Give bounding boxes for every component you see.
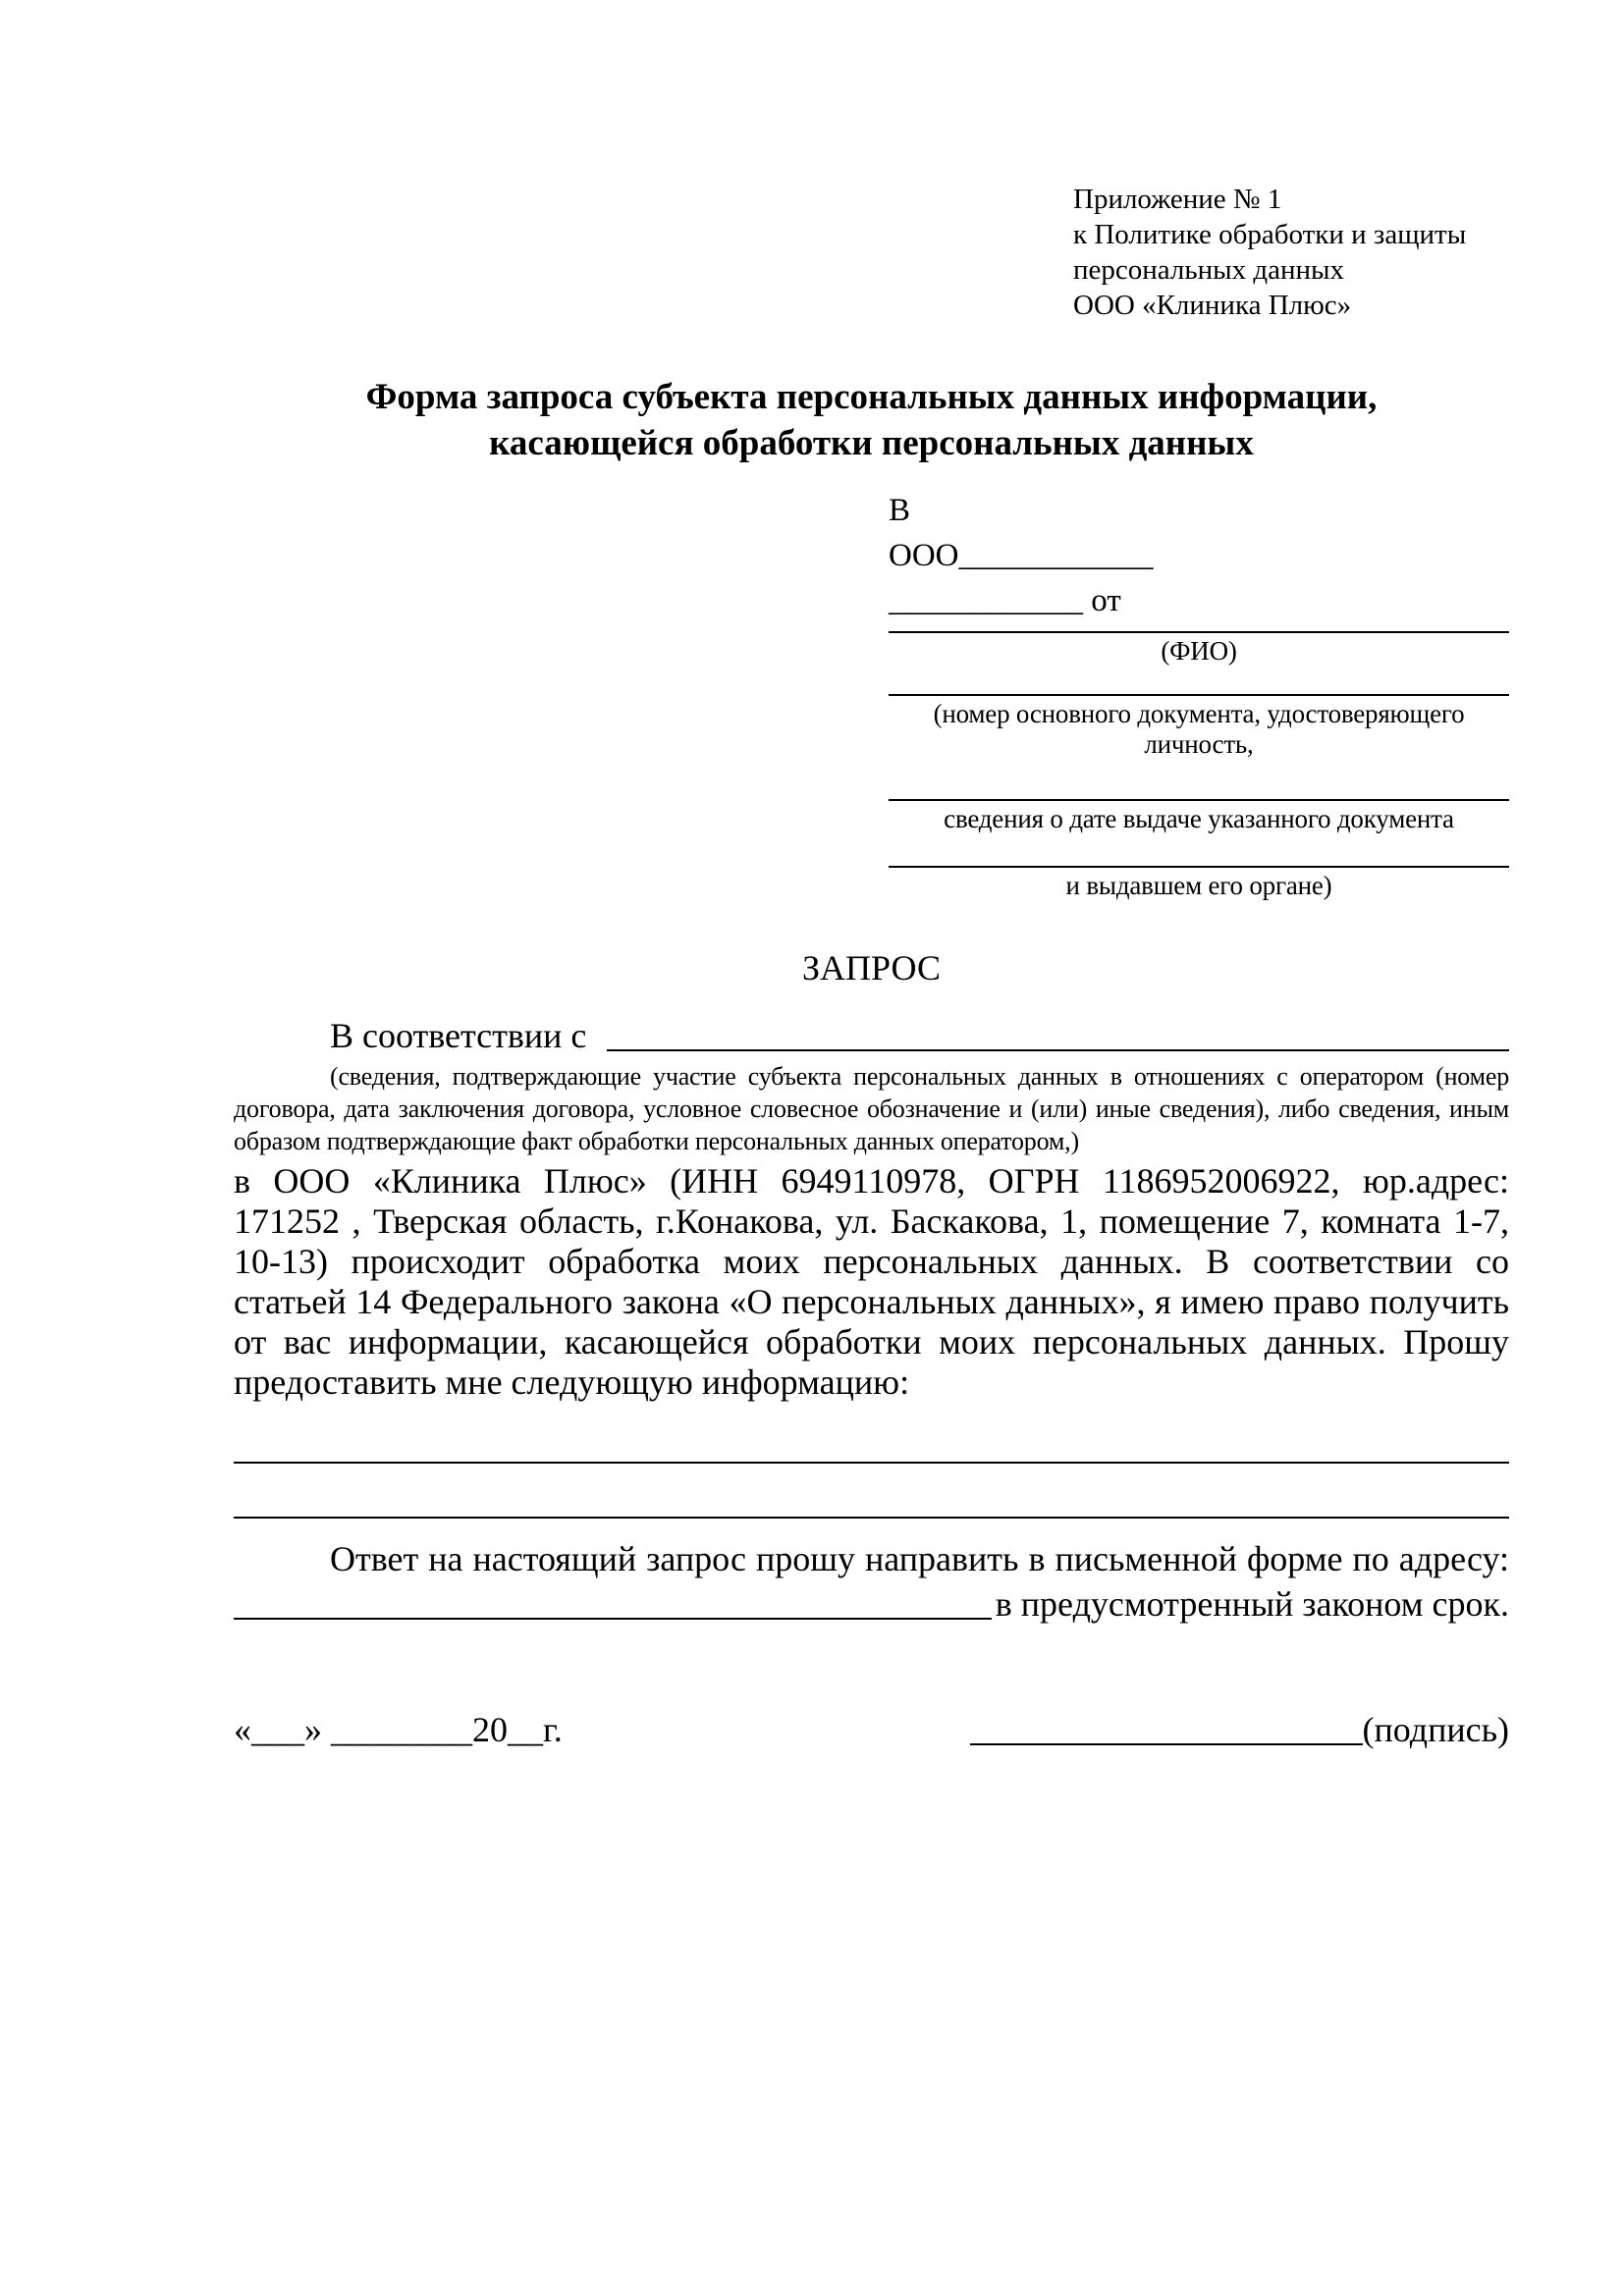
- appendix-subject-line: персональных данных: [1073, 254, 1345, 286]
- recipient-block: [889, 488, 1509, 901]
- reply-address-blank-line: [234, 1610, 992, 1620]
- request-body-paragraph: в ООО «Клиника Плюс» (ИНН 6949110978, ОГРН 1186952006922, юр.адрес: 171252 , Тверская область, г.Конакова, ул. Баскакова, 1, помещение 7, комната 1-7, 10-13) происходит обработка моих персональных данных. В соответствии со статьей 14 Федерального закона «О персональных данных», я имею право получить от вас информации, касающейся обработки моих персональных данных. Прошу предоставить мне следующую информацию:: [234, 1161, 1509, 1402]
- date-signature-row: [234, 1707, 1509, 1752]
- basis-label: В соответствии с: [330, 1016, 596, 1055]
- fio-blank-line: [889, 623, 1509, 633]
- basis-note: (сведения, подтверждающие участие субъекта персональных данных в отношениях с оператором (номер договора, дата заключения договора, условное словесное обозначение и (или) иные сведения), либо сведения, иным образом подтверждающие факт обработки персональных данных оператором,): [234, 1062, 1509, 1155]
- appendix-number-line: Приложение № 1: [1073, 184, 1282, 215]
- issuing-authority-caption: и выдавшем его органе): [1065, 871, 1332, 900]
- signature-group: [970, 1707, 1509, 1752]
- appendix-policy-line: к Политике обработки и защиты: [1073, 219, 1467, 250]
- document-title: [234, 374, 1509, 466]
- requested-info-blank-line-1: [234, 1413, 1509, 1464]
- document-number-blank-line: [889, 667, 1509, 696]
- issuing-authority-blank-line: [889, 834, 1509, 868]
- request-heading: ЗАПРОС: [802, 948, 941, 988]
- signature-blank-line: [970, 1735, 1363, 1745]
- signature-caption: (подпись): [1362, 1710, 1509, 1749]
- document-number-caption: (номер основного документа, удостоверяющего личность,: [933, 699, 1465, 759]
- reply-clause-tail: в предусмотренный законом срок.: [995, 1584, 1509, 1624]
- document-title-line-1: Форма запроса субъекта персональных данных информации,: [365, 377, 1378, 417]
- basis-blank-line: [607, 1041, 1509, 1051]
- appendix-header: [1073, 182, 1509, 323]
- reply-clause: Ответ на настоящий запрос прошу направить в письменной форме по адресу:: [330, 1539, 1509, 1578]
- issue-date-blank-line: [889, 760, 1509, 801]
- date-blank: «___» ________20__г.: [234, 1710, 563, 1749]
- requested-info-blank-line-2: [234, 1464, 1509, 1519]
- reply-address-row: [234, 1581, 1509, 1627]
- issue-date-caption: сведения о дате выдаче указанного документа: [944, 804, 1454, 833]
- recipient-from-blank: ____________ от: [889, 583, 1121, 618]
- fio-caption: (ФИО): [1161, 636, 1237, 666]
- document-title-line-2: касающейся обработки персональных данных: [489, 423, 1254, 463]
- basis-row: [234, 1013, 1509, 1058]
- appendix-company-line: ООО «Клиника Плюс»: [1073, 290, 1352, 321]
- recipient-org-blank: ООО____________: [889, 538, 1154, 573]
- recipient-to-label: В: [889, 493, 911, 528]
